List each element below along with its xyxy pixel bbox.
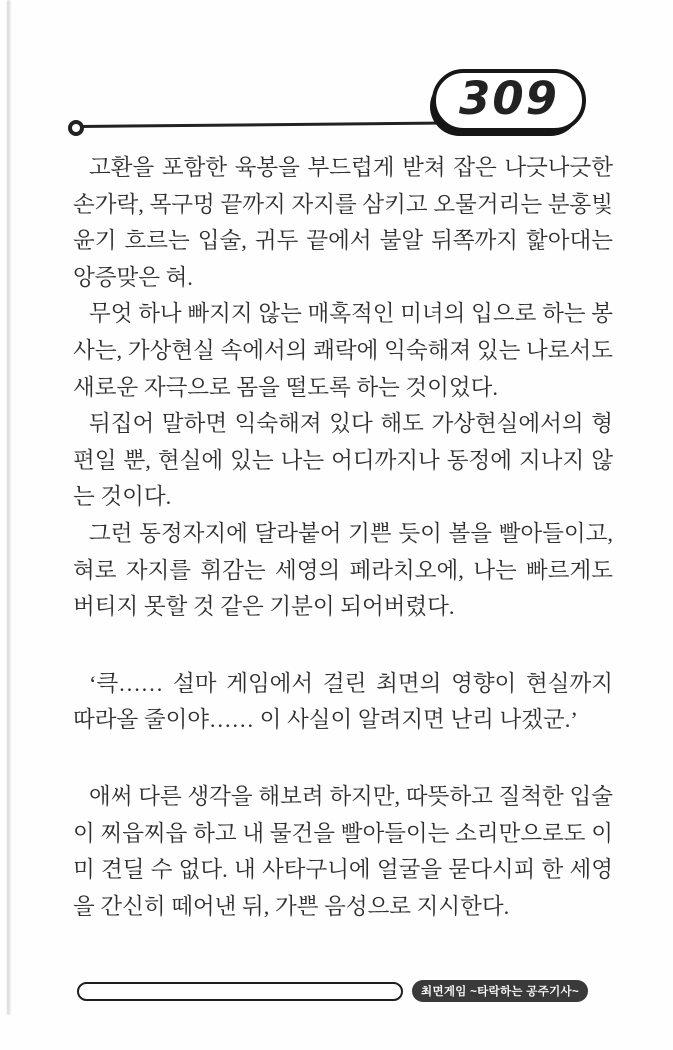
paragraph: 무엇 하나 빠지지 않는 매혹적인 미녀의 입으로 하는 봉사는, 가상현실 속에서의 쾌락에 익숙해져 있는 나로서도 새로운 자극으로 몸을 떨도록 하는 것이었다. bbox=[73, 301, 613, 400]
inner-thought-paragraph: ‘큭…… 설마 게임에서 걸린 최면의 영향이 현실까지 따라올 줄이야…… 이 사실이 알려지면 난리 나겠군.’ bbox=[73, 670, 613, 733]
line-end-ring-icon bbox=[68, 120, 84, 136]
paragraph: 애써 다른 생각을 해보려 하지만, 따뜻하고 질척한 입술이 찌읍찌읍 하고 내 물건을 빨아들이는 소리만으로도 이미 견딜 수 없다. 내 사타구니에 얼굴을 묻다시피 한 세영을 간신히 떼어낸 뒤, 가쁜 음성으로 지시한다. bbox=[73, 783, 613, 919]
footer-series-title-badge bbox=[412, 980, 588, 1002]
footer-blank-pill bbox=[77, 982, 403, 1001]
page-number: 309 bbox=[459, 72, 559, 125]
body-text bbox=[73, 150, 613, 925]
paragraph: 고환을 포함한 육봉을 부드럽게 받쳐 잡은 나긋나긋한 손가락, 목구멍 끝까지 자지를 삼키고 오물거리는 분홍빛 윤기 흐르는 입술, 귀두 끝에서 불알 뒤쪽까지 핥아대는 앙증맞은 혀. bbox=[73, 155, 613, 290]
paragraph: 그런 동정자지에 달라붙어 기쁜 듯이 볼을 빨아들이고, 혀로 자지를 휘감는 세영의 페라치오에, 나는 빠르게도 버티지 못할 것 같은 기분이 되어버렸다. bbox=[73, 520, 613, 620]
page-left-edge-shadow bbox=[7, 0, 11, 1015]
header-rule-line bbox=[81, 121, 473, 128]
page-number-badge bbox=[432, 69, 586, 132]
series-title: 최면게임 ~타락하는 공주기사~ bbox=[421, 986, 579, 998]
paragraph: 뒤집어 말하면 익숙해져 있다 해도 가상현실에서의 형편일 뿐, 현실에 있는 나는 어디까지나 동정에 지나지 않는 것이다. bbox=[73, 411, 613, 510]
